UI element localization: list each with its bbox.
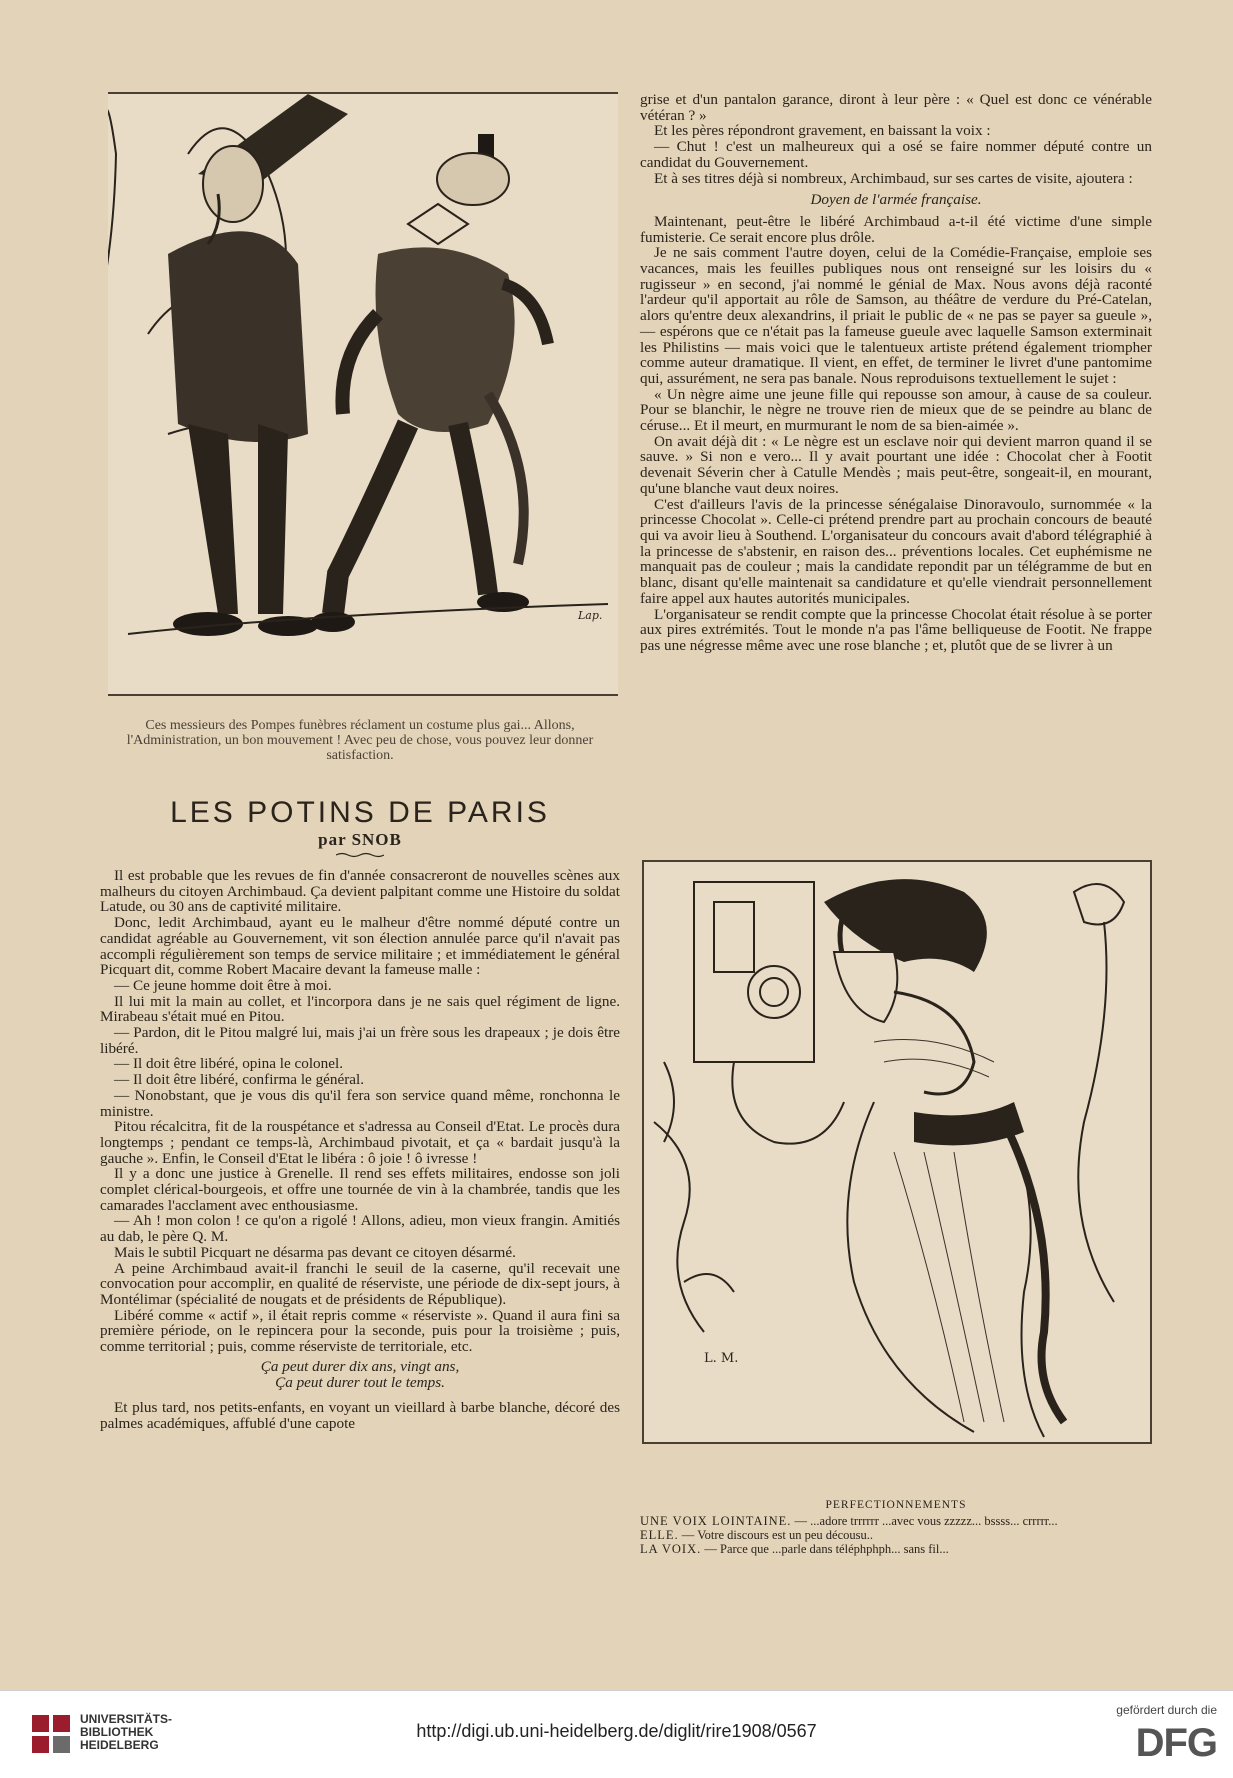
left-paragraph: — Il doit être libéré, opina le colonel. <box>114 1055 343 1073</box>
left-paragraph: Pitou récalcitra, fit de la rouspétance et s'adressa au Conseil d'Etat. Le procès dura longtemps ; pendant ce temps-là, Archimbaud pivotait, et ça « bardait jusqu'à la gauche ». Enfin, le Conseil d'Etat le libéra : ô joie ! ô ivresse ! <box>100 1118 620 1167</box>
right-paragraph: On avait déjà dit : « Le nègre est un esclave noir qui devient marron quand il se sauve. » Si non e vero... Il y avait pourtant une idée : Chocolat cher à Footit devenait Séverin cher à Catulle Mendès ; mais peut-être, songeait-il, en mourant, qu'une blanche vaut deux noires. <box>640 432 1152 497</box>
right-paragraph: grise et d'un pantalon garance, diront à leur père : « Quel est donc ce vénérable vétéran ? » <box>640 91 1152 124</box>
article-headline: LES POTINS DE PARIS <box>170 796 550 829</box>
caption-line <box>640 1542 1152 1556</box>
caricature-illustration <box>108 92 618 696</box>
right-paragraph: « Un nègre aime une jeune fille qui repousse son amour, à cause de sa couleur. Pour se blanchir, le nègre ne trouve rien de mieux que de se peindre au blanc de céruse... Et il meurt, en murmurant le nom de sa bien-aimée ». <box>640 385 1152 435</box>
left-paragraph: — Ce jeune homme doit être à moi. <box>114 976 332 994</box>
right-paragraph: Maintenant, peut-être le libéré Archimbaud a-t-il été victime d'une simple fumisterie. Ce serait encore plus drôle. <box>640 212 1152 246</box>
institution-line: BIBLIOTHEK <box>80 1725 154 1739</box>
left-paragraph: — Pardon, dit le Pitou malgré lui, mais j'ai un frère sous les drapeaux ; je dois être libéré. <box>100 1024 620 1057</box>
caption-line <box>640 1514 1152 1528</box>
dfg-logo: DFG <box>1135 1721 1217 1765</box>
left-paragraph: Il lui mit la main au collet, et l'incorpora dans je ne sais quel régiment de ligne. Mirabeau s'était mué en Pitou. <box>100 992 620 1026</box>
right-paragraph: C'est d'ailleurs l'avis de la princesse sénégalaise Dinoravoulo, surnommée « la princesse Chocolat ». Celle-ci prétend prendre part au prochain concours de beauté qui va avoir lieu à Southend. L'organisateur du concours avait d'abord télégraphié à la princesse de s'abstenir, en raison des... préventions locales. Cet euphémisme ne manquait pas de couleur ; mais la candidate repondit par un télégramme de but en blanc, disant qu'elle maintenait sa candidature et qu'elle viendrait personnellement faire appel aux hautes autorités municipales. <box>640 495 1152 607</box>
ornament-divider <box>336 852 384 858</box>
right-paragraph: — Chut ! c'est un malheureux qui a osé se faire nommer député contre un candidat du Gouvernement. <box>640 138 1152 171</box>
telephone-illustration <box>642 860 1152 1444</box>
verse-line: Ça peut durer dix ans, vingt ans, <box>260 1357 460 1375</box>
left-paragraph: Donc, ledit Archimbaud, ayant eu le malheur d'être nommé député contre un candidat agréable au Gouvernement, vit son élection annulée parce qu'il n'avait pas accompli régulièrement son temps de service militaire ; et immédiatement le général Picquart dit, comme Robert Macaire devant la fameuse malle : <box>100 914 620 979</box>
top-illustration-caption: Ces messieurs des Pompes funèbres réclament un costume plus gai... Allons, l'Administration, un bon mouvement ! Avec peu de chose, vous pouvez leur donner satisfaction. <box>126 718 594 763</box>
institution-line: UNIVERSITÄTS- <box>80 1712 173 1726</box>
article-byline: par SNOB <box>318 830 402 849</box>
fig2-signature: L. M. <box>704 1351 739 1366</box>
left-paragraph: Il y a donc une justice à Grenelle. Il rend ses effets militaires, endosse son joli complet clérical-bourgeois, et offre une tournée de vin à la chambrée, tandis que les camarades l'acclament avec enthousiasme. <box>100 1165 620 1214</box>
left-paragraph: — Nonobstant, que je vous dis qu'il fera son service quand même, ronchonna le ministre. <box>100 1086 620 1120</box>
caption-title: PERFECTIONNEMENTS <box>825 1499 967 1511</box>
left-paragraph: A peine Archimbaud avait-il franchi le seuil de la caserne, qu'il recevait une convocation pour accomplir, en qualité de réserviste, une période de dix-sept jours, à Montélimar (spécialité de nougats et de présidents de République). <box>100 1259 620 1308</box>
verse-line: Ça peut durer tout le temps. <box>275 1373 445 1391</box>
right-paragraph: L'organisateur se rendit compte que la princesse Chocolat était résolue à se porter aux pires extrémités. Tout le monde n'a pas l'âme belliqueuse de Footit. Ne frappe pas une négresse même avec une rose blanche ; et, plutôt que de se livrer à un <box>640 605 1152 654</box>
article-right-column <box>640 92 1152 654</box>
right-paragraph: Et les pères répondront gravement, en baissant la voix : <box>654 122 991 140</box>
caption-speaker: LA VOIX. <box>640 1542 702 1556</box>
funding-label: gefördert durch die <box>1116 1703 1217 1717</box>
left-final-paragraph: Et plus tard, nos petits-enfants, en voyant un vieillard à barbe blanche, décoré des palmes académiques, affublé d'une capote <box>100 1399 620 1432</box>
left-paragraph: Mais le subtil Picquart ne désarma pas devant ce citoyen désarmé. <box>114 1243 516 1261</box>
caption-text: — Parce que ...parle dans téléphphph... sans fil... <box>701 1542 949 1556</box>
doyen-title-line: Doyen de l'armée française. <box>810 191 982 209</box>
caption-speaker: UNE VOIX LOINTAINE. <box>640 1514 792 1528</box>
left-paragraph: — Il doit être libéré, confirma le général. <box>114 1071 365 1089</box>
left-paragraph: — Ah ! mon colon ! ce qu'on a rigolé ! Allons, adieu, mon vieux frangin. Amitiés au dab, le père Q. M. <box>100 1212 620 1246</box>
caption-speaker: ELLE. <box>640 1528 679 1542</box>
woman-telephone-drawing <box>644 862 1150 1442</box>
permalink-url[interactable]: http://digi.ub.uni-heidelberg.de/diglit/rire1908/0567 <box>416 1721 817 1741</box>
right-paragraph: Je ne sais comment l'autre doyen, celui de la Comédie-Française, emploie ses vacances, mais les feuilles publiques nous ont renseigné sur les loisirs du « rugisseur » en second, j'ai nommé le génial de Max. Nous avons déjà raconté l'ardeur qu'il apportait au rôle de Samson, au théâtre de verdure du Pré-Catelan, alors qu'entre deux alexandrins, il priait le public de « ne pas se payer sa gueule », — espérons que ce n'était pas la fameuse gueule avec laquelle Samson exterminait les Philistins — mais voici que le talentueux artiste prétend également triompher comme auteur dramatique. Il vient, en effet, de terminer le livret d'une pantomime qui, assurément, ne sera pas banale. Nous reproduisons textuellement le sujet : <box>640 244 1152 387</box>
right-paragraph: Et à ses titres déjà si nombreux, Archimbaud, sur ses cartes de visite, ajoutera : <box>654 169 1133 187</box>
caption-line <box>640 1528 1152 1542</box>
left-paragraph: Libéré comme « actif », il était repris comme « réserviste ». Quand il aura fini sa première période, on le repincera pour la seconde, puis pour la troisième ; puis, comme territorial ; puis, comme réserviste de territoriale, etc. <box>100 1306 620 1356</box>
caption-text: — ...adore trrrrrr ...avec vous zzzzz... bssss... crrrrr... <box>791 1514 1058 1528</box>
digitization-footer <box>0 1690 1233 1778</box>
institution-line: HEIDELBERG <box>80 1738 159 1752</box>
fig1-signature: Lap. <box>578 609 603 622</box>
telephone-caption <box>640 1498 1152 1556</box>
caption-text: — Votre discours est un peu décousu.. <box>678 1528 873 1542</box>
left-paragraph: Il est probable que les revues de fin d'année consacreront de nouvelles scènes aux malheurs du citoyen Archimbaud. Ça devient palpitant comme une Histoire du soldat Latude, ou 30 ans de captivité militaire. <box>100 867 620 916</box>
article-left-column <box>100 868 620 1432</box>
pompes-funebres-drawing <box>108 94 618 694</box>
